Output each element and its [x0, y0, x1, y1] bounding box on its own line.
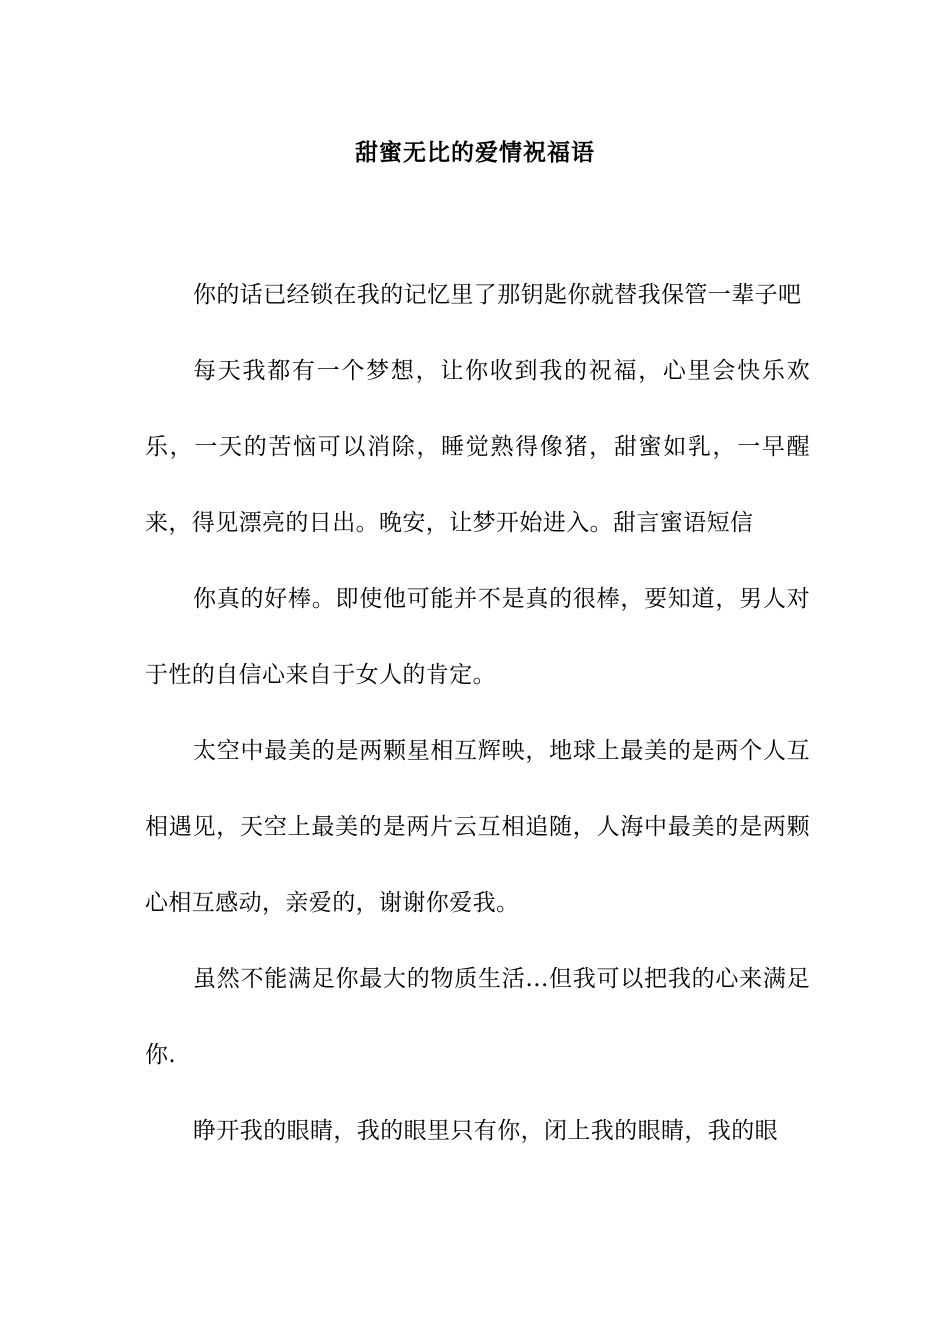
- paragraph-3: 你真的好棒。即使他可能并不是真的很棒，要知道，男人对于性的自信心来自于女人的肯定。: [145, 586, 810, 688]
- paragraph-1: 你的话已经锁在我的记忆里了那钥匙你就替我保管一辈子吧: [193, 282, 802, 308]
- document-title: 甜蜜无比的爱情祝福语: [355, 140, 595, 166]
- paragraph-2: 每天我都有一个梦想，让你收到我的祝福，心里会快乐欢乐，一天的苦恼可以消除，睡觉熟得像猪，甜蜜如乳，一早醒来，得见漂亮的日出。晚安，让梦开始进入。甜言蜜语短信: [145, 358, 810, 536]
- document-body: [145, 257, 810, 1169]
- paragraph-5: 虽然不能满足你最大的物质生活...但我可以把我的心来满足你.: [145, 966, 810, 1068]
- paragraph-4: 太空中最美的是两颗星相互辉映，地球上最美的是两个人互相遇见，天空上最美的是两片云互相追随，人海中最美的是两颗心相互感动，亲爱的，谢谢你爱我。: [145, 738, 810, 916]
- paragraph-6: 睁开我的眼睛，我的眼里只有你，闭上我的眼睛，我的眼: [193, 1118, 778, 1144]
